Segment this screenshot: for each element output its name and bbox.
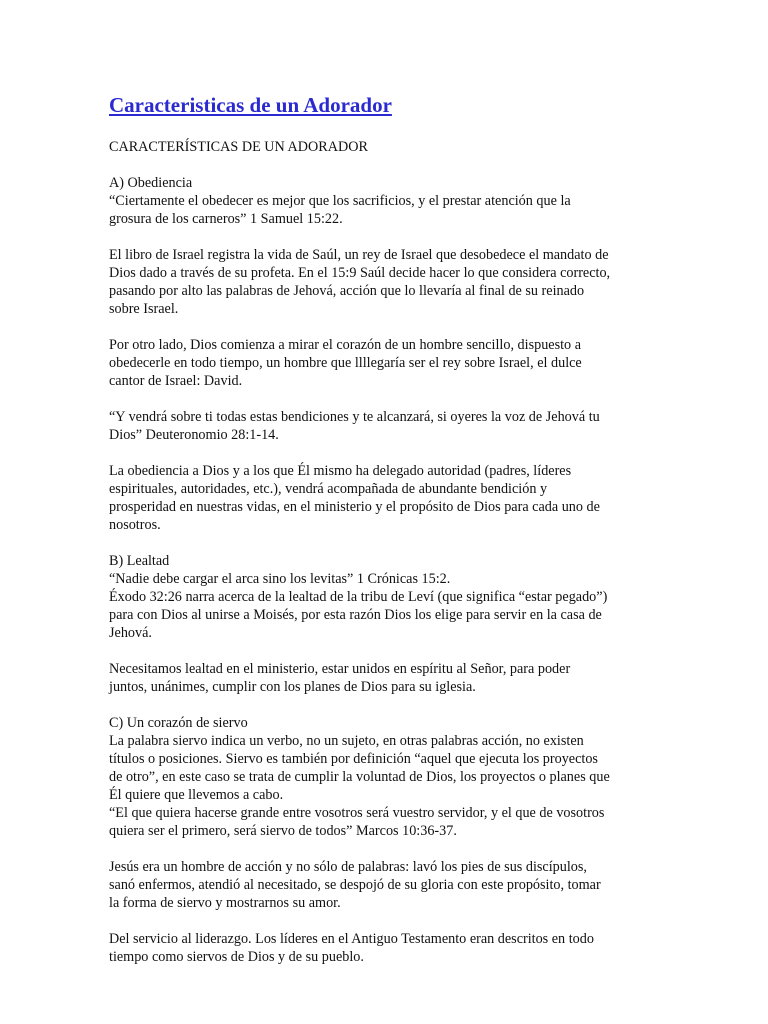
text-line: Él quiere que llevemos a cabo. bbox=[109, 787, 284, 803]
text-line: juntos, unánimes, cumplir con los planes de Dios para su iglesia. bbox=[109, 679, 476, 695]
text-line: sanó enfermos, atendió al necesitado, se despojó de su gloria con este propósito, tomar bbox=[109, 877, 601, 893]
text-line: La obediencia a Dios y a los que Él mismo ha delegado autoridad (padres, líderes bbox=[109, 463, 572, 479]
text-line: Necesitamos lealtad en el ministerio, estar unidos en espíritu al Señor, para poder bbox=[109, 661, 571, 677]
text-line: “Nadie debe cargar el arca sino los levitas” 1 Crónicas 15:2. bbox=[109, 571, 451, 587]
text-line: Por otro lado, Dios comienza a mirar el corazón de un hombre sencillo, dispuesto a bbox=[109, 337, 581, 353]
text-line: “Ciertamente el obedecer es mejor que los sacrificios, y el prestar atención que la bbox=[109, 193, 571, 209]
text-line: obedecerle en todo tiempo, un hombre que llllegaría ser el rey sobre Israel, el dulce bbox=[109, 355, 582, 371]
text-line: B) Lealtad bbox=[109, 553, 170, 569]
text-line: “El que quiera hacerse grande entre vosotros será vuestro servidor, y el que de vosotros bbox=[109, 805, 605, 821]
paragraph bbox=[109, 138, 657, 156]
paragraph bbox=[109, 552, 657, 642]
text-line: A) Obediencia bbox=[109, 175, 193, 191]
text-line: grosura de los carneros” 1 Samuel 15:22. bbox=[109, 211, 343, 227]
paragraph bbox=[109, 174, 657, 228]
text-line: de otro”, en este caso se trata de cumplir la voluntad de Dios, los proyectos o planes que bbox=[109, 769, 610, 785]
text-line: nosotros. bbox=[109, 517, 161, 533]
text-line: quiera ser el primero, será siervo de todos” Marcos 10:36-37. bbox=[109, 823, 457, 839]
text-line: cantor de Israel: David. bbox=[109, 373, 243, 389]
text-line: Del servicio al liderazgo. Los líderes en el Antiguo Testamento eran descritos en todo bbox=[109, 931, 594, 947]
text-line: tiempo como siervos de Dios y de su pueblo. bbox=[109, 949, 364, 965]
text-line: Jesús era un hombre de acción y no sólo de palabras: lavó los pies de sus discípulos, bbox=[109, 859, 587, 875]
paragraph bbox=[109, 408, 657, 444]
paragraph bbox=[109, 336, 657, 390]
text-line: títulos o posiciones. Siervo es también por definición “aquel que ejecuta los proyectos bbox=[109, 751, 598, 767]
paragraph bbox=[109, 930, 657, 966]
text-line: Éxodo 32:26 narra acerca de la lealtad de la tribu de Leví (que significa “estar pegado”) bbox=[109, 589, 608, 605]
text-line: “Y vendrá sobre ti todas estas bendiciones y te alcanzará, si oyeres la voz de Jehová tu bbox=[109, 409, 600, 425]
text-line: para con Dios al unirse a Moisés, por esta razón Dios los elige para servir en la casa de bbox=[109, 607, 602, 623]
text-line: Dios dado a través de su profeta. En el 15:9 Saúl decide hacer lo que considera correcto, bbox=[109, 265, 611, 281]
text-line: Dios” Deuteronomio 28:1-14. bbox=[109, 427, 279, 443]
paragraph bbox=[109, 660, 657, 696]
text-line: C) Un corazón de siervo bbox=[109, 715, 248, 731]
text-line: La palabra siervo indica un verbo, no un sujeto, en otras palabras acción, no existen bbox=[109, 733, 584, 749]
text-line: prosperidad en nuestras vidas, en el ministerio y el propósito de Dios para cada uno de bbox=[109, 499, 600, 515]
paragraph bbox=[109, 246, 657, 318]
text-line: espirituales, autoridades, etc.), vendrá acompañada de abundante bendición y bbox=[109, 481, 548, 497]
paragraph bbox=[109, 714, 657, 840]
document-title-link[interactable]: Caracteristicas de un Adorador bbox=[109, 93, 392, 117]
document-body bbox=[109, 138, 657, 966]
paragraph bbox=[109, 858, 657, 912]
text-line: CARACTERÍSTICAS DE UN ADORADOR bbox=[109, 139, 368, 155]
text-line: sobre Israel. bbox=[109, 301, 179, 317]
paragraph bbox=[109, 462, 657, 534]
document-page bbox=[109, 92, 657, 984]
text-line: la forma de siervo y mostrarnos su amor. bbox=[109, 895, 341, 911]
text-line: pasando por alto las palabras de Jehová, acción que lo llevaría al final de su reinado bbox=[109, 283, 585, 299]
text-line: El libro de Israel registra la vida de Saúl, un rey de Israel que desobedece el mandato de bbox=[109, 247, 609, 263]
text-line: Jehová. bbox=[109, 625, 152, 641]
